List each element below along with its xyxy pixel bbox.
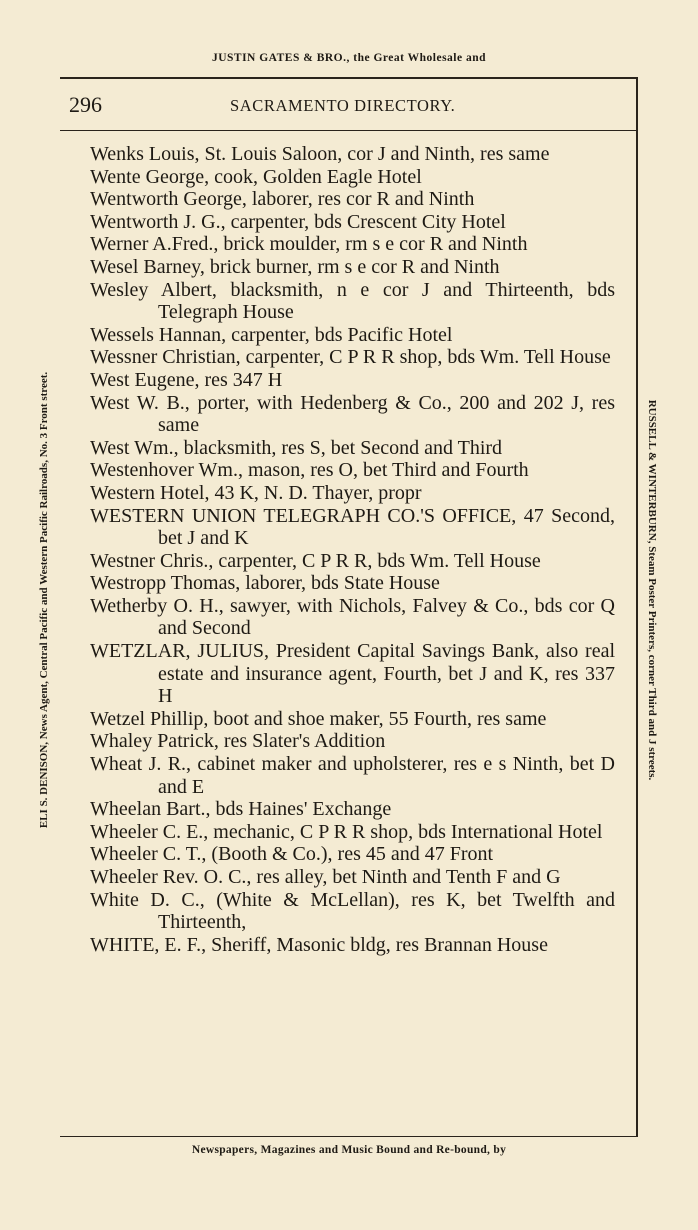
directory-entry: West Wm., blacksmith, res S, bet Second and Third: [90, 436, 503, 459]
directory-entry: Wetherby O. H., sawyer, with Nichols, Falvey & Co., bds cor Q and Second: [90, 594, 615, 640]
directory-entry: Wheeler C. E., mechanic, C P R R shop, bds International Hotel: [90, 820, 603, 843]
directory-entry: West W. B., porter, with Hedenberg & Co., 200 and 202 J, res same: [90, 391, 615, 437]
directory-entry: Wheat J. R., cabinet maker and upholsterer, res e s Ninth, bet D and E: [90, 753, 615, 798]
top-rule: [60, 77, 638, 79]
directory-entries: [90, 143, 615, 956]
directory-entry: Wesley Albert, blacksmith, n e cor J and Thirteenth, bds Telegraph House: [90, 278, 615, 324]
directory-entry: Wentworth J. G., carpenter, bds Crescent City Hotel: [90, 210, 506, 233]
right-border-rule: [636, 78, 638, 1136]
directory-entry: Werner A.Fred., brick moulder, rm s e cor R and Ninth: [90, 233, 528, 256]
directory-entry: Wesel Barney, brick burner, rm s e cor R and Ninth: [90, 255, 500, 278]
directory-entry: Wenks Louis, St. Louis Saloon, cor J and Ninth, res same: [90, 143, 550, 165]
right-margin-advertisement: RUSSELL & WINTERBURN, Steam Poster Printers, corner Third and J streets.: [646, 399, 658, 781]
directory-entry: Westenhover Wm., mason, res O, bet Third and Fourth: [90, 459, 529, 482]
directory-entry: Wessner Christian, carpenter, C P R R shop, bds Wm. Tell House: [90, 346, 611, 369]
directory-entry: Wentworth George, laborer, res cor R and Ninth: [90, 188, 475, 211]
top-advertisement: JUSTIN GATES & BRO., the Great Wholesale and: [211, 52, 487, 64]
directory-entry: WETZLAR, JULIUS, President Capital Savings Bank, also real estate and insurance agent, Fourth, bet J and K, res 337 H: [90, 640, 615, 708]
page-title: SACRAMENTO DIRECTORY.: [230, 96, 456, 115]
directory-entry: WESTERN UNION TELEGRAPH CO.'S OFFICE, 47 Second, bet J and K: [90, 504, 615, 550]
directory-entry: Whaley Patrick, res Slater's Addition: [90, 730, 386, 753]
directory-entry: Wheeler Rev. O. C., res alley, bet Ninth and Tenth F and G: [90, 866, 561, 888]
directory-entry: Wente George, cook, Golden Eagle Hotel: [90, 165, 422, 188]
directory-entry: White D. C., (White & McLellan), res K, bet Twelfth and Thirteenth,: [90, 888, 615, 934]
directory-entry: WHITE, E. F., Sheriff, Masonic bldg, res Brannan House: [90, 933, 548, 956]
left-margin-advertisement: ELI S. DENISON, News Agent, Central Pacific and Western Pacific Railroads, No. 3 Front street.: [38, 371, 50, 829]
page-number: 296: [69, 92, 102, 117]
directory-entry: Western Hotel, 43 K, N. D. Thayer, propr: [90, 481, 422, 504]
directory-entry: Wessels Hannan, carpenter, bds Pacific Hotel: [90, 323, 453, 346]
directory-entry: West Eugene, res 347 H: [90, 368, 283, 391]
directory-entry: Wetzel Phillip, boot and shoe maker, 55 Fourth, res same: [90, 707, 547, 730]
bottom-advertisement: Newspapers, Magazines and Music Bound and Re-bound, by: [191, 1144, 507, 1156]
directory-entry: Wheelan Bart., bds Haines' Exchange: [90, 798, 392, 821]
directory-entry: Westner Chris., carpenter, C P R R, bds Wm. Tell House: [90, 549, 541, 572]
directory-entry: Westropp Thomas, laborer, bds State House: [90, 572, 440, 595]
header-rule: [60, 130, 638, 131]
footer-rule: [60, 1136, 638, 1137]
directory-entry: Wheeler C. T., (Booth & Co.), res 45 and 47 Front: [90, 843, 494, 866]
